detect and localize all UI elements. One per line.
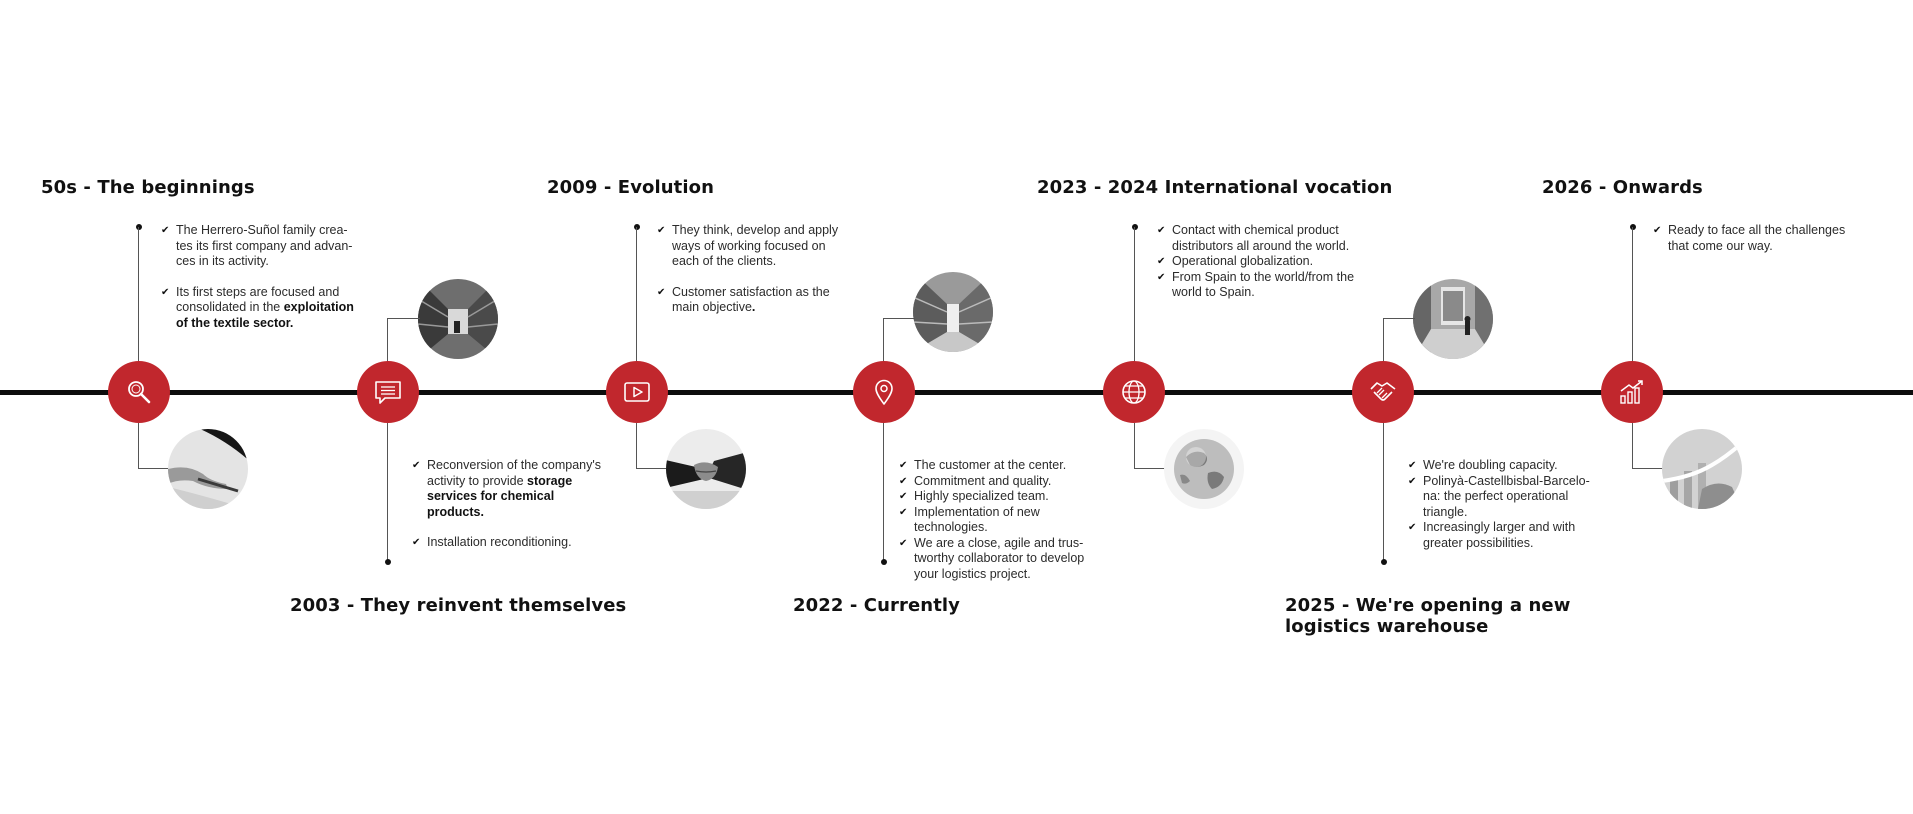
connector-line	[1383, 318, 1384, 362]
connector-dot	[1132, 224, 1138, 230]
connector-dot	[136, 224, 142, 230]
milestone-bullets	[1653, 223, 1853, 254]
connector-line	[1134, 423, 1135, 468]
bullet-item: ✔ From Spain to the world/from the world to Spain.	[1157, 270, 1357, 301]
milestone-title: 2003 - They reinvent themselves	[290, 595, 627, 616]
milestone-bullets	[412, 458, 612, 551]
connector-line	[138, 468, 170, 469]
milestone-bullets	[1408, 458, 1593, 551]
growth-graph-photo	[1662, 429, 1742, 509]
connector-line	[387, 318, 388, 362]
connector-line	[1632, 468, 1664, 469]
bullet-item: ✔ Commitment and quality.	[899, 474, 1089, 490]
connector-line	[636, 468, 668, 469]
warehouse-worker-photo	[1413, 279, 1493, 359]
connector-line	[387, 318, 420, 319]
connector-line	[1632, 227, 1633, 362]
milestone-title: 2023 - 2024 International vocation	[1037, 177, 1393, 198]
world-globe-photo	[1164, 429, 1244, 509]
bullet-item: ✔ They think, develop and apply ways of working focused on each of the clients.	[657, 223, 842, 270]
connector-line	[883, 423, 884, 561]
connector-line	[1383, 423, 1384, 561]
bullet-item: ✔ Polinyà-Castellbisbal-Barcelo-na: the perfect operational triangle.	[1408, 474, 1593, 521]
play-icon	[622, 377, 652, 407]
milestone-node[interactable]	[1103, 361, 1165, 423]
milestone-node[interactable]	[853, 361, 915, 423]
milestone-title: 2022 - Currently	[793, 595, 961, 616]
bullet-item: ✔ Its first steps are focused and consolidated in the exploitation of the textile sector.	[161, 285, 361, 332]
bullet-item: ✔ We're doubling capacity.	[1408, 458, 1593, 474]
bullet-item: ✔ Operational globalization.	[1157, 254, 1357, 270]
connector-line	[1134, 468, 1166, 469]
milestone-title: 2009 - Evolution	[547, 177, 715, 198]
search-icon	[124, 377, 154, 407]
connector-dot	[634, 224, 640, 230]
warehouse-shelves-photo	[913, 272, 993, 352]
milestone-bullets	[1157, 223, 1357, 301]
connector-line	[1632, 423, 1633, 468]
connector-line	[636, 423, 637, 468]
bullet-item: ✔ Increasingly larger and with greater possibilities.	[1408, 520, 1593, 551]
connector-line	[387, 423, 388, 561]
connector-line	[138, 227, 139, 362]
milestone-node[interactable]	[1601, 361, 1663, 423]
connector-line	[883, 318, 884, 362]
connector-dot	[881, 559, 887, 565]
connector-dot	[385, 559, 391, 565]
bullet-item: ✔ The customer at the center.	[899, 458, 1089, 474]
bullet-item: ✔ We are a close, agile and trus-tworthy collaborator to develop your logistics project.	[899, 536, 1089, 583]
milestone-node[interactable]	[108, 361, 170, 423]
milestone-bullets	[657, 223, 842, 316]
chat-icon	[373, 377, 403, 407]
handshake-photo	[666, 429, 746, 509]
connector-line	[1134, 227, 1135, 362]
bullet-item: ✔ Installation reconditioning.	[412, 535, 612, 551]
connector-line	[883, 318, 915, 319]
milestone-title: 2025 - We're opening a new logistics warehouse	[1285, 595, 1571, 637]
connector-dot	[1630, 224, 1636, 230]
globe-icon	[1119, 377, 1149, 407]
growth-chart-icon	[1617, 377, 1647, 407]
connector-line	[636, 227, 637, 362]
milestone-title: 50s - The beginnings	[41, 177, 255, 198]
bullet-item: ✔ Implementation of new technologies.	[899, 505, 1089, 536]
milestone-bullets	[161, 223, 361, 331]
milestone-node[interactable]	[357, 361, 419, 423]
warehouse-aisle-photo	[418, 279, 498, 359]
location-pin-icon	[869, 377, 899, 407]
milestone-node[interactable]	[1352, 361, 1414, 423]
connector-dot	[1381, 559, 1387, 565]
bullet-item: ✔ Highly specialized team.	[899, 489, 1089, 505]
fabric-cutting-photo	[168, 429, 248, 509]
connector-line	[138, 423, 139, 468]
bullet-item: ✔ The Herrero-Suñol family crea-tes its first company and advan-ces in its activity.	[161, 223, 361, 270]
bullet-item: ✔ Reconversion of the company's activity to provide storage services for chemical products.	[412, 458, 612, 520]
bullet-item: ✔ Customer satisfaction as the main objective.	[657, 285, 842, 316]
handshake-icon	[1368, 377, 1398, 407]
milestone-bullets	[899, 458, 1089, 582]
connector-line	[1383, 318, 1415, 319]
bullet-item: ✔ Ready to face all the challenges that come our way.	[1653, 223, 1853, 254]
milestone-title: 2026 - Onwards	[1542, 177, 1703, 198]
milestone-node[interactable]	[606, 361, 668, 423]
bullet-item: ✔ Contact with chemical product distributors all around the world.	[1157, 223, 1357, 254]
